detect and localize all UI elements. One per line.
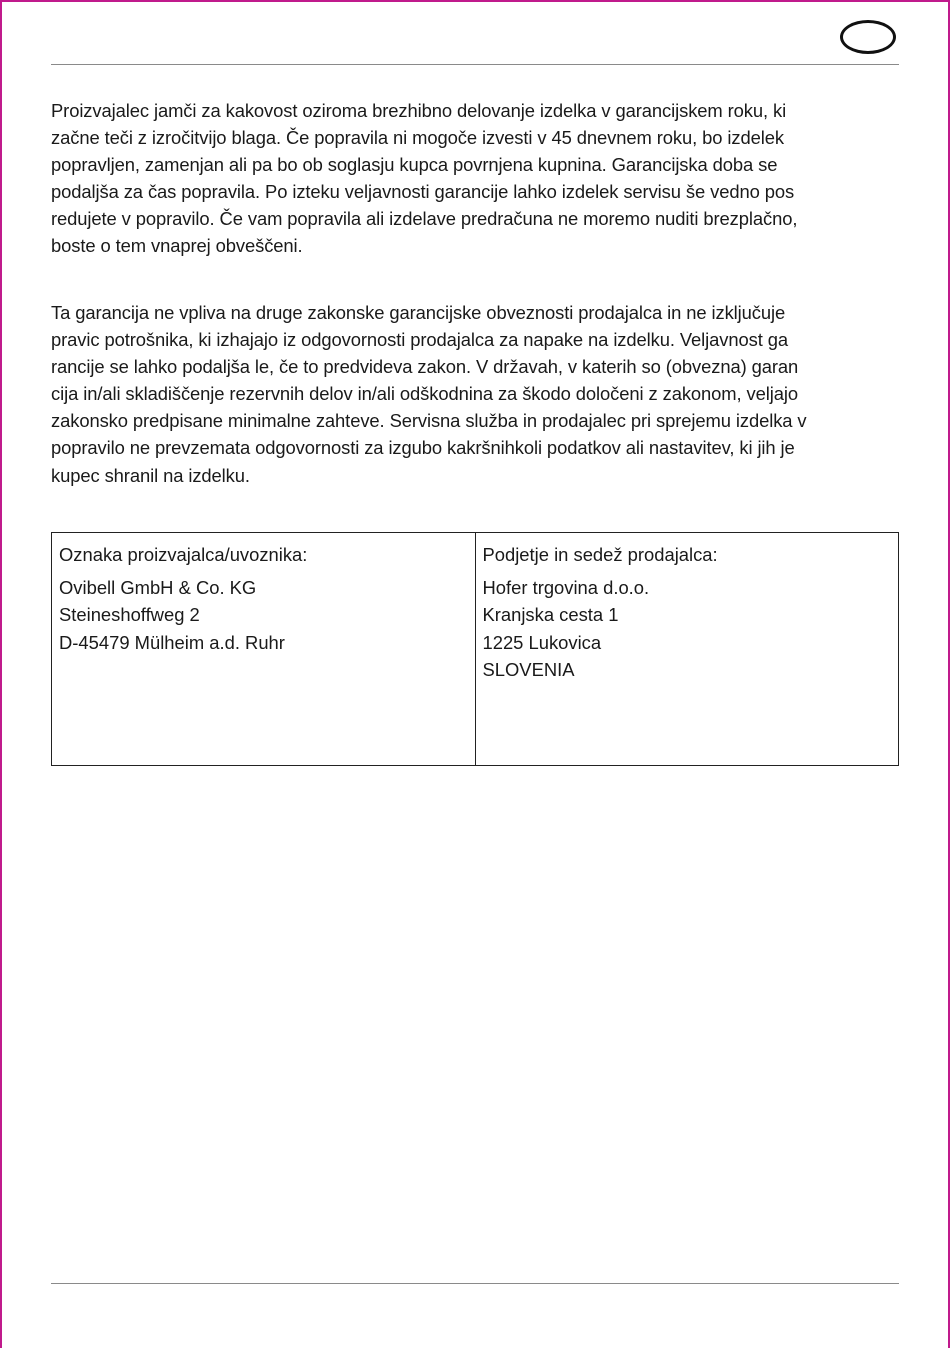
language-badge-oval-icon: [840, 20, 896, 54]
paragraph-line: rancije se lahko podaljša le, če to predvideva zakon. V državah, v katerih so (obvezna) garan: [51, 356, 799, 378]
manufacturer-company: Ovibell GmbH & Co. KG: [59, 577, 257, 599]
paragraph-line: začne teči z izročitvijo blaga. Če popravila ni mogoče izvesti v 45 dnevnem roku, bo izdelek: [51, 127, 784, 149]
contact-info-table: [51, 532, 899, 766]
paragraph-line: Ta garancija ne vpliva na druge zakonske garancijske obveznosti prodajalca in ne izključuje: [51, 302, 786, 323]
paragraph-line: boste o tem vnaprej obveščeni.: [51, 235, 303, 257]
seller-heading: Podjetje in sedež prodajalca:: [482, 544, 718, 565]
paragraph-line: popravljen, zamenjan ali pa bo ob soglasju kupca povrnjena kupnina. Garancijska doba se: [51, 154, 778, 176]
page-edge-mark-top: [0, 0, 950, 2]
seller-cell: [475, 533, 899, 765]
paragraph-line: popravilo ne prevzemata odgovornosti za izgubo kakršnihkoli podatkov ali nastavitev, ki jih je: [51, 437, 795, 459]
paragraph-line: kupec shranil na izdelku.: [51, 464, 250, 486]
paragraph-line: redujete v popravilo. Če vam popravila ali izdelave predračuna ne moremo nuditi brezplačno,: [51, 208, 798, 230]
manufacturer-cell: [52, 533, 475, 765]
seller-city: 1225 Lukovica: [482, 631, 602, 653]
paragraph-line: podaljša za čas popravila. Po izteku veljavnosti garancije lahko izdelek servisu še vedno pos: [51, 181, 795, 203]
seller-street: Kranjska cesta 1: [482, 604, 619, 626]
seller-company: Hofer trgovina d.o.o.: [482, 577, 650, 599]
paragraph-line: pravic potrošnika, ki izhajajo iz odgovornosti prodajalca za napake na izdelku. Veljavnost ga: [51, 329, 788, 351]
warranty-paragraph-2: [51, 299, 901, 489]
footer-rule: [51, 1283, 899, 1284]
manufacturer-city: D-45479 Mülheim a.d. Ruhr: [59, 631, 285, 653]
seller-country: SLOVENIA: [482, 658, 575, 680]
page-edge-mark-left: [0, 0, 2, 1348]
paragraph-line: zakonsko predpisane minimalne zahteve. Servisna služba in prodajalec pri sprejemu izdelka v: [51, 410, 807, 432]
paragraph-line: cija in/ali skladiščenje rezervnih delov in/ali odškodnina za škodo določeni z zakonom, veljajo: [51, 383, 798, 405]
warranty-paragraph-1: [51, 97, 901, 260]
manufacturer-heading: Oznaka proizvajalca/uvoznika:: [59, 544, 308, 565]
header-rule: [51, 64, 899, 65]
paragraph-line: Proizvajalec jamči za kakovost oziroma brezhibno delovanje izdelka v garancijskem roku, ki: [51, 100, 787, 121]
manufacturer-street: Steineshoffweg 2: [59, 604, 200, 626]
